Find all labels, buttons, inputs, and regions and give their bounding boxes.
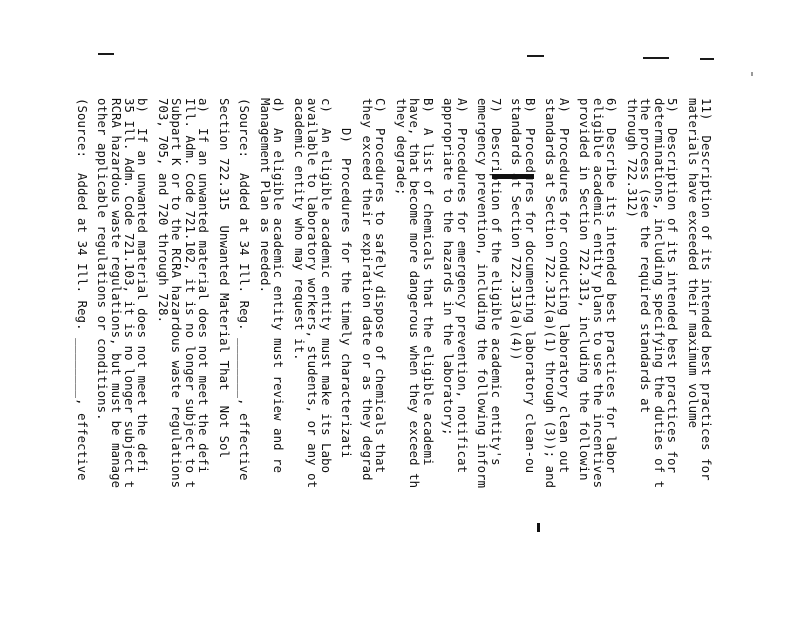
item-11 (685, 98, 712, 618)
text-line: A) Procedures for conducting laboratory clean out (556, 98, 571, 474)
text-line: other applicable regulations or conditions. (95, 98, 110, 421)
scan-mark (700, 58, 714, 60)
item-7-B (394, 98, 434, 618)
text-line: d) An eligible academic entity must review and re (271, 98, 286, 474)
text-line: provided in Section 722.313, including the followin (577, 98, 592, 481)
text-line: they exceed their expiration date or as they degrad (359, 98, 374, 481)
text-line: 703, 705, and 720 through 728. (155, 98, 170, 324)
text-line: determinations, including specifying the duties of t (651, 98, 666, 489)
text-line: (Source: Added at 34 Ill. Reg. ________, effective (74, 98, 89, 481)
text-line: 6) Describe its intended best practices for labor (604, 98, 619, 474)
item-7-D (339, 98, 352, 618)
text-line: Subpart K or to the RCRA hazardous waste regulations (169, 98, 184, 489)
text-line: D) Procedures for the timely characterizati (339, 98, 354, 459)
subsection-a (156, 98, 210, 618)
text-line: Section 722.315 Unwanted Material That Not Sol (216, 98, 231, 459)
text-line: Management Plan as needed. (257, 98, 272, 294)
text-line: academic entity who may request it. (291, 98, 306, 361)
item-5 (624, 98, 678, 618)
scan-speck (751, 72, 753, 76)
scan-mark (98, 53, 114, 55)
text-line: 7) Description of the eligible academic entity's (488, 98, 503, 466)
text-line: 5) Description of its intended best practices for (665, 98, 679, 474)
text-line: emergency prevention, including the following inform (475, 98, 490, 489)
text-line: they degrade; (393, 98, 408, 196)
text-line: A) Procedures for emergency prevention, notificat (454, 98, 469, 474)
text-line: b) If an unwanted material does not meet the defi (135, 98, 150, 474)
subsection-d (258, 98, 285, 618)
text-line: 11) Description of its intended best practices for (699, 98, 713, 481)
text-line: B) Procedures for documenting laboratory clean-ou (522, 98, 537, 474)
section-heading (216, 98, 229, 618)
text-line: have, that become more dangerous when they exceed th (407, 98, 422, 489)
subsection-b (95, 98, 149, 618)
text-line: Ill. Adm. Code 721.102, it is no longer subject to t (182, 98, 197, 489)
text-line: the process (see the required standards at (638, 98, 653, 414)
text-line: a) If an unwanted material does not meet the defi (196, 98, 211, 474)
text-line: B) A list of chemicals that the eligible academi (420, 98, 435, 466)
text-line: materials have exceeded their maximum volume (685, 98, 700, 429)
text-line: standards at Section 722.312(a)(1) through (3)); and (543, 98, 558, 489)
text-line: c) An eligible academic entity must make its Labo (318, 98, 333, 474)
text-line: standards at Section 722.313(a)(4)) (509, 98, 524, 361)
text-line: appropriate to the hazards in the laboratory; (441, 98, 456, 436)
subsection-c (292, 98, 332, 618)
text-line: (Source: Added at 34 Ill. Reg. ________, effective (237, 98, 252, 481)
source-note (74, 98, 87, 618)
text-line: through 722.312) (624, 98, 639, 219)
text-line: 35 Ill. Adm. Code 721.103, it is no longer subject t (121, 98, 136, 489)
item-7-C (360, 98, 387, 618)
item-6-A (543, 98, 570, 618)
item-7-A (441, 98, 468, 618)
rotated-document-page (74, 98, 713, 618)
item-6 (577, 98, 617, 618)
scan-mark (527, 55, 544, 57)
text-line: available to laboratory workers, students, or any ot (305, 98, 320, 489)
item-7 (475, 98, 502, 618)
item-6-B (509, 98, 536, 618)
source-note (237, 98, 250, 618)
text-line: eligible academic entity plans to use the incentives (590, 98, 605, 489)
scan-mark (643, 57, 669, 59)
text-line: RCRA hazardous waste regulations, but must be manage (108, 98, 123, 489)
text-line: C) Procedures to safely dispose of chemicals that (373, 98, 388, 474)
